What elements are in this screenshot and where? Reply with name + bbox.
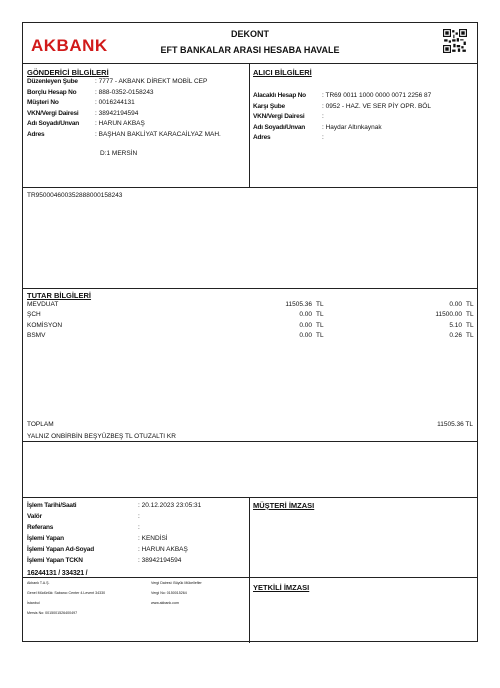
amount-value-2: 5.10 (449, 321, 462, 329)
divider (23, 577, 477, 578)
amount-currency: TL (316, 321, 324, 329)
receiver-field-value: : Haydar Altınkaynak (322, 123, 382, 131)
sender-field-label: VKN/Vergi Dairesi (27, 109, 79, 117)
authorized-signature-label: YETKİLİ İMZASI (253, 583, 310, 592)
transaction-field-value: : (138, 512, 140, 520)
akbank-logo: AKBANK (31, 36, 108, 55)
sender-field-value: : 0016244131 (95, 99, 135, 107)
amount-currency: TL (316, 332, 324, 340)
receiver-field-label: Adres (253, 134, 271, 142)
sender-address-line2: D:1 MERSİN (100, 150, 138, 157)
total-label: TOPLAM (27, 421, 54, 428)
footer-line: Vergi No: 0150015264 (151, 591, 187, 595)
receiver-field-value: : TR69 0011 1000 0000 0071 2256 87 (322, 92, 432, 99)
transaction-field-value: : KENDİSİ (138, 534, 168, 542)
receiver-field-value: : (322, 134, 324, 142)
divider (23, 441, 477, 442)
transaction-field-value: : (138, 523, 140, 531)
customer-signature-label: MÜŞTERİ İMZASI (253, 501, 315, 510)
total-value: 11505.36 TL (437, 421, 473, 428)
divider (23, 187, 477, 188)
transaction-field-label: İşlemi Yapan (27, 534, 64, 542)
amount-value-2: 11500.00 (435, 311, 462, 319)
amount-value: 11505.36 (285, 301, 312, 308)
qr-code-icon (443, 29, 467, 53)
sender-field-label: Adı Soyadı/Unvan (27, 120, 80, 128)
amount-label: BSMV (27, 332, 46, 340)
amount-value: 0.00 (299, 311, 312, 319)
divider (23, 497, 477, 498)
amounts-heading: TUTAR BİLGİLERİ (27, 291, 92, 300)
document-title: DEKONT (231, 29, 269, 39)
transaction-field-label: Referans (27, 523, 54, 531)
transaction-field-label: İşlem Tarihi/Saati (27, 502, 77, 509)
amount-value: 0.00 (299, 321, 312, 329)
footer-line: www.akbank.com (151, 601, 179, 605)
footer-line: Mersis No: 0015001526400497 (27, 611, 78, 615)
receiver-field-label: Adı Soyadı/Unvan (253, 123, 306, 131)
amount-label: MEVDUAT (27, 301, 59, 308)
sender-field-label: Borçlu Hesap No (27, 88, 77, 96)
receiver-field-value: : (322, 113, 324, 121)
divider (249, 63, 250, 187)
receiver-field-label: VKN/Vergi Dairesi (253, 113, 305, 121)
amount-currency-2: TL (466, 321, 474, 329)
footer-line: Akbank T.A.Ş. (27, 581, 50, 585)
sender-field-label: Adres (27, 131, 45, 138)
sender-field-value: : 888-0352-0158243 (95, 88, 154, 96)
sender-field-value: : 38942194594 (95, 109, 139, 117)
amount-currency: TL (316, 301, 324, 308)
divider (249, 497, 250, 643)
description-text: TR950004600352888000158243 (27, 192, 123, 199)
transaction-field-label: İşlemi Yapan Ad-Soyad (27, 545, 94, 553)
amount-value-2: 0.26 (449, 332, 462, 340)
transaction-field-value: : 38942194594 (138, 556, 182, 564)
sender-field-value: : HARUN AKBAŞ (95, 120, 145, 128)
transaction-field-value: : 20.12.2023 23:05:31 (138, 502, 202, 509)
transaction-field-value: : HARUN AKBAŞ (138, 545, 188, 553)
amount-currency: TL (316, 311, 324, 319)
footer-line: Vergi Dairesi: Büyük Mükellefler (151, 581, 202, 585)
amount-label: ŞCH (27, 311, 41, 319)
sender-field-value: : 7777 - AKBANK DİREKT MOBİL CEP (95, 78, 208, 85)
document-subtitle: EFT BANKALAR ARASI HESABA HAVALE (160, 45, 340, 55)
divider (23, 288, 477, 289)
sender-field-label: Düzenleyen Şube (27, 78, 78, 85)
receiver-field-label: Karşı Şube (253, 102, 285, 110)
receipt-document (22, 22, 478, 642)
receiver-field-label: Alacaklı Hesap No (253, 92, 306, 99)
receiver-heading: ALICI BİLGİLERİ (253, 68, 312, 77)
transaction-field-label: İşlemi Yapan TCKN (27, 556, 83, 564)
transaction-field-label: Valör (27, 512, 42, 520)
footer-line: Genel Müdürlük: Sabancı Center 4.Levent 34330 (27, 591, 106, 595)
amount-value: 0.00 (299, 332, 312, 340)
sender-field-value: : BAŞHAN BAKLİYAT KARACAİLYAZ MAH. (95, 131, 221, 138)
amount-currency-2: TL (466, 311, 474, 319)
amount-currency-2: TL (466, 301, 474, 308)
transaction-code: 16244131 / 334321 / (27, 570, 88, 577)
sender-heading: GÖNDERİCİ BİLGİLERİ (27, 68, 109, 77)
sender-field-label: Müşteri No (27, 99, 59, 107)
footer-line: İstanbul (27, 601, 40, 605)
amount-label: KOMİSYON (27, 321, 63, 329)
total-in-words: YALNIZ ONBİRBİN BEŞYÜZBEŞ TL OTUZALTI KR (27, 433, 176, 440)
amount-currency-2: TL (466, 332, 474, 340)
receiver-field-value: : 0952 - HAZ. VE SER PİY OPR. BÖL (322, 102, 431, 110)
divider (23, 63, 477, 64)
amount-value-2: 0.00 (449, 301, 462, 308)
